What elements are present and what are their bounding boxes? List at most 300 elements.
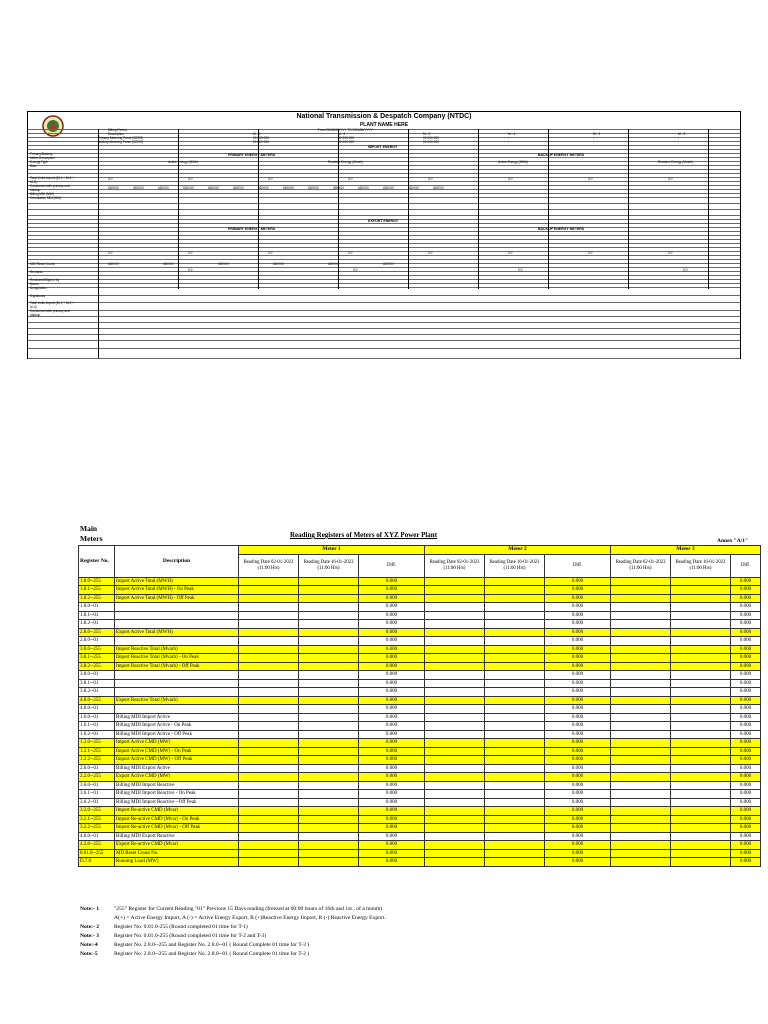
reading-end — [299, 773, 359, 782]
reading-start — [239, 739, 299, 748]
diff-value: 0.000 — [731, 722, 761, 731]
row-label: Meter Description — [30, 156, 55, 160]
reading-end — [671, 858, 731, 867]
reading-start — [611, 637, 671, 646]
register-no: 2.2.0--255 — [79, 773, 115, 782]
energy-type-active: Active Energy (MWh) — [168, 160, 199, 164]
panel-value: 00 000 000 — [253, 136, 269, 140]
reading-start — [611, 807, 671, 816]
reading-start — [425, 671, 485, 680]
reading-start — [611, 730, 671, 739]
table-row — [79, 781, 761, 790]
register-description: MD Reset Count No. — [115, 849, 239, 858]
grid-line — [28, 153, 740, 154]
diff-value: 0.000 — [731, 773, 761, 782]
grid-line — [28, 310, 740, 311]
reading-end — [485, 594, 545, 603]
register-no: 3.8.1--255 — [79, 654, 115, 663]
reading-end — [299, 756, 359, 765]
diff-value: 0.000 — [545, 705, 611, 714]
reading-start — [425, 620, 485, 629]
register-description: Running Load (MW) — [115, 858, 239, 867]
reading-start — [425, 688, 485, 697]
note-line — [80, 950, 386, 959]
grid-line — [28, 173, 740, 174]
diff-value: 0.000 — [731, 841, 761, 850]
diff-value: 0.000 — [545, 696, 611, 705]
row-label: MDI Reset Count — [30, 262, 55, 266]
diff-value: 0.000 — [359, 671, 425, 680]
reading-start — [611, 781, 671, 790]
diff-value: 0.000 — [545, 807, 611, 816]
reading-end — [299, 577, 359, 586]
table-row — [79, 807, 761, 816]
diff-value: 0.000 — [359, 620, 425, 629]
table-row — [79, 756, 761, 765]
table-row — [79, 611, 761, 620]
diff-value: 0.000 — [545, 858, 611, 867]
register-no: 1.8.1--255 — [79, 586, 115, 595]
diff-value: 0.000 — [731, 620, 761, 629]
reading-end — [299, 594, 359, 603]
reading-date-header: Reading Date 16-01-2023 (11:00 Hrs) — [485, 554, 545, 577]
reading-end — [485, 671, 545, 680]
diff-value: 0.000 — [359, 603, 425, 612]
register-no: 3.2.1--255 — [79, 815, 115, 824]
diff-value: 0.000 — [545, 824, 611, 833]
register-description — [115, 611, 239, 620]
diff-value: 0.000 — [545, 586, 611, 595]
zero-value: 0.0 — [518, 268, 523, 272]
diff-value: 0.000 — [359, 586, 425, 595]
diff-value: 0.000 — [731, 679, 761, 688]
grid-line — [28, 231, 740, 232]
row-label: Remarks — [30, 270, 43, 274]
reading-start — [239, 586, 299, 595]
note-label: Note:-5 — [80, 951, 98, 957]
table-row — [79, 645, 761, 654]
reading-start — [425, 781, 485, 790]
reading-end — [485, 722, 545, 731]
reading-start — [425, 773, 485, 782]
diff-value: 0.000 — [731, 781, 761, 790]
reading-end — [485, 790, 545, 799]
register-no: 4.8.0--255 — [79, 696, 115, 705]
grid-line — [28, 239, 740, 240]
table-row — [79, 815, 761, 824]
grid-line — [28, 348, 740, 349]
diff-value: 0.000 — [359, 849, 425, 858]
zero-value: 0.0 — [508, 177, 513, 181]
diff-value: 0.000 — [731, 705, 761, 714]
reading-start — [611, 747, 671, 756]
table-row — [79, 713, 761, 722]
diff-value: 0.000 — [731, 645, 761, 654]
diff-value: 0.000 — [545, 628, 611, 637]
reading-end — [671, 620, 731, 629]
zero-value: 0.0 — [348, 251, 353, 255]
reading-start — [239, 671, 299, 680]
note-line — [80, 923, 386, 932]
grid-line — [28, 227, 740, 228]
register-description: Billing MDI Import Active — [115, 713, 239, 722]
row-label: Total Units Import (M-1 + M-2 + M-3) — [30, 301, 75, 309]
reading-start — [611, 679, 671, 688]
diff-value: 0.000 — [359, 739, 425, 748]
register-no: 3.8.2--01 — [79, 688, 115, 697]
diff-value: 0.000 — [545, 756, 611, 765]
register-description: Export Re-active CMD (Mvar) — [115, 841, 239, 850]
reading-end — [485, 679, 545, 688]
reading-end — [671, 815, 731, 824]
reading-start — [239, 841, 299, 850]
div-error-value: #DIV/0! — [218, 262, 229, 266]
zero-value: 0.0 — [108, 177, 113, 181]
diff-value: 0.000 — [731, 815, 761, 824]
register-description — [115, 603, 239, 612]
diff-value: 0.000 — [545, 832, 611, 841]
reading-start — [611, 620, 671, 629]
grid-line — [28, 223, 740, 224]
grid-line — [28, 247, 740, 248]
diff-value: 0.000 — [359, 781, 425, 790]
reading-start — [425, 730, 485, 739]
diff-value: 0.000 — [545, 662, 611, 671]
meter-col-label: M - 2 — [593, 132, 601, 136]
sheet-title: National Transmission & Despatch Company (NTDC) — [296, 113, 472, 120]
diff-value: 0.000 — [359, 841, 425, 850]
table-row — [79, 705, 761, 714]
notes-section — [80, 905, 386, 959]
panel-value: 00 000 000 — [253, 140, 269, 144]
reading-end — [671, 654, 731, 663]
diff-value: 0.000 — [731, 730, 761, 739]
register-description: Import Active CMD (MW) - On Peak — [115, 747, 239, 756]
table-row — [79, 841, 761, 850]
reading-start — [611, 611, 671, 620]
note-label: Note:-4 — [80, 942, 98, 948]
reading-start — [425, 713, 485, 722]
diff-value: 0.000 — [545, 798, 611, 807]
register-no: 3.8.0--255 — [79, 645, 115, 654]
reading-end — [299, 807, 359, 816]
diff-value: 0.000 — [359, 858, 425, 867]
note-label: Note:- 3 — [80, 933, 100, 939]
reading-end — [671, 705, 731, 714]
reading-start — [239, 756, 299, 765]
zero-value: 0.0 — [683, 268, 688, 272]
reading-end — [485, 824, 545, 833]
grid-line — [28, 340, 740, 341]
reading-start — [239, 594, 299, 603]
reading-end — [671, 645, 731, 654]
diff-value: 0.000 — [545, 764, 611, 773]
grid-line — [28, 283, 740, 284]
register-description — [115, 620, 239, 629]
reading-end — [671, 807, 731, 816]
diff-value: 0.000 — [359, 696, 425, 705]
diff-value: 0.000 — [545, 815, 611, 824]
diff-value: 0.000 — [359, 577, 425, 586]
note-label: Note:- 1 — [80, 906, 100, 912]
reading-end — [299, 645, 359, 654]
reading-end — [671, 696, 731, 705]
div-error-value: #DIV/0! — [163, 262, 174, 266]
reading-start — [239, 713, 299, 722]
diff-value: 0.000 — [731, 747, 761, 756]
reading-start — [425, 611, 485, 620]
register-no: 1.6.2--01 — [79, 730, 115, 739]
reading-end — [485, 773, 545, 782]
reading-end — [299, 662, 359, 671]
diff-value: 0.000 — [359, 662, 425, 671]
table-row — [79, 654, 761, 663]
grid-divider — [408, 129, 409, 289]
row-label: Consumed with primary and backup — [30, 309, 70, 317]
reading-start — [611, 798, 671, 807]
reading-end — [485, 815, 545, 824]
reading-end — [671, 764, 731, 773]
table-row — [79, 586, 761, 595]
reading-end — [671, 747, 731, 756]
reading-start — [425, 747, 485, 756]
reading-start — [611, 764, 671, 773]
reading-end — [485, 858, 545, 867]
diff-value: 0.000 — [359, 722, 425, 731]
div-error-value: #DIV/0! — [408, 186, 419, 190]
register-description: Export Reactive Total (Mvarh) — [115, 696, 239, 705]
diff-value: 0.000 — [545, 603, 611, 612]
reading-date-header: Reading Date 02-01-2023 (11:00 Hrs) — [611, 554, 671, 577]
reading-end — [485, 603, 545, 612]
reading-end — [299, 620, 359, 629]
diff-value: 0.000 — [731, 849, 761, 858]
reading-end — [671, 798, 731, 807]
register-description: Billing MDI Import Reactive - On Peak — [115, 790, 239, 799]
reading-start — [425, 696, 485, 705]
reading-end — [299, 781, 359, 790]
register-description: Import Reactive Total (Mvarh) - Off Peak — [115, 662, 239, 671]
reading-start — [425, 679, 485, 688]
reading-end — [671, 679, 731, 688]
note-text: Register No. 2.8.0--255 and Register No. 2.8.0--01 ( Round Complete 01 time for T-2 ) — [114, 951, 310, 957]
main-meters-heading: Main Meters — [80, 524, 103, 543]
reading-end — [485, 798, 545, 807]
row-label: Signatures — [30, 294, 46, 298]
grid-line — [28, 255, 740, 256]
reading-end — [485, 739, 545, 748]
reading-end — [485, 849, 545, 858]
reading-start — [611, 645, 671, 654]
grid-line — [28, 169, 740, 170]
reading-start — [425, 662, 485, 671]
meter-col-label: M - 1 — [508, 132, 516, 136]
register-no: 1.8.2--01 — [79, 620, 115, 629]
diff-value: 0.000 — [359, 815, 425, 824]
reading-start — [611, 756, 671, 765]
diff-value: 0.000 — [545, 654, 611, 663]
div-error-value: #DIV/0! — [108, 262, 119, 266]
reading-end — [299, 696, 359, 705]
diff-value: 0.000 — [359, 611, 425, 620]
diff-value: 0.000 — [731, 628, 761, 637]
note-line — [80, 932, 386, 941]
reading-end — [485, 645, 545, 654]
reading-end — [485, 637, 545, 646]
panel-value: 00 000 000 — [423, 140, 439, 144]
register-no: 1.8.0--255 — [79, 577, 115, 586]
reading-start — [611, 628, 671, 637]
diff-value: 0.000 — [545, 781, 611, 790]
reading-start — [425, 586, 485, 595]
table-row — [79, 790, 761, 799]
div-error-value: #DIV/0! — [108, 186, 119, 190]
reading-start — [425, 628, 485, 637]
diff-value: 0.000 — [359, 807, 425, 816]
reading-start — [239, 790, 299, 799]
energy-type-reactive: Reactive Energy (Mvarh) — [328, 160, 364, 164]
table-row — [79, 832, 761, 841]
grid-line — [28, 129, 740, 130]
reading-end — [485, 730, 545, 739]
register-description — [115, 671, 239, 680]
grid-divider — [98, 129, 99, 358]
reading-start — [611, 841, 671, 850]
grid-line — [28, 197, 740, 198]
diff-value: 0.000 — [359, 679, 425, 688]
reading-end — [671, 662, 731, 671]
register-description: Billing MDI Export Reactive — [115, 832, 239, 841]
panel-value: 00 000 000 — [338, 136, 354, 140]
diff-value: 0.000 — [731, 756, 761, 765]
reading-end — [671, 730, 731, 739]
grid-divider — [708, 129, 709, 289]
reading-end — [485, 713, 545, 722]
grid-line — [28, 161, 740, 162]
zero-value: 0.0 — [588, 177, 593, 181]
reading-start — [611, 662, 671, 671]
reading-start — [425, 849, 485, 858]
div-error-value: #DIV/0! — [158, 186, 169, 190]
reading-start — [425, 841, 485, 850]
energy-type-reactive: Reactive Energy (Mvarh) — [658, 160, 694, 164]
grid-line — [28, 358, 740, 359]
register-description: Import Re-active CMD (Mvar) - On Peak — [115, 815, 239, 824]
grid-line — [28, 279, 740, 280]
grid-line — [28, 149, 740, 150]
reading-start — [239, 696, 299, 705]
diff-value: 0.000 — [731, 603, 761, 612]
diff-value: 0.000 — [359, 645, 425, 654]
reading-start — [611, 739, 671, 748]
reading-end — [485, 705, 545, 714]
register-no: 1.8.0--01 — [79, 603, 115, 612]
reading-start — [611, 696, 671, 705]
register-description: Import Active Total (MWH) - On Peak — [115, 586, 239, 595]
grid-divider — [178, 129, 179, 289]
reading-end — [671, 628, 731, 637]
register-description: Export Active CMD (MW) — [115, 773, 239, 782]
register-description — [115, 688, 239, 697]
grid-line — [28, 322, 740, 323]
table-row — [79, 849, 761, 858]
zero-value: 0.0 — [588, 251, 593, 255]
reading-end — [299, 747, 359, 756]
div-error-value: #DIV/0! — [433, 186, 444, 190]
grid-line — [28, 334, 740, 335]
reading-registers-table — [78, 545, 761, 867]
reading-start — [239, 645, 299, 654]
grid-line — [28, 295, 740, 296]
reading-end — [485, 577, 545, 586]
diff-value: 0.000 — [545, 747, 611, 756]
zero-value: 0.0 — [668, 251, 673, 255]
reading-end — [299, 586, 359, 595]
diff-value: 0.000 — [545, 713, 611, 722]
reading-end — [299, 790, 359, 799]
table-row — [79, 824, 761, 833]
reading-start — [239, 722, 299, 731]
note-line — [80, 941, 386, 950]
register-no: 1.6.0--01 — [79, 713, 115, 722]
panel-label: Backup Metering Panel (CERS) — [98, 140, 143, 144]
reading-start — [425, 764, 485, 773]
diff-value: 0.000 — [731, 790, 761, 799]
reading-end — [485, 764, 545, 773]
reading-end — [671, 739, 731, 748]
reading-start — [611, 586, 671, 595]
reading-end — [485, 841, 545, 850]
table-row — [79, 696, 761, 705]
reading-end — [299, 637, 359, 646]
panel-value: - — [508, 136, 510, 140]
panel-value: 00 000 000 — [423, 136, 439, 140]
reading-end — [299, 611, 359, 620]
register-description — [115, 705, 239, 714]
col-register: Register No. — [79, 546, 115, 578]
table-row — [79, 747, 761, 756]
row-label: Date — [30, 164, 37, 168]
register-no: D.7.0 — [79, 858, 115, 867]
diff-value: 0.000 — [545, 739, 611, 748]
register-no: 3.2.0--255 — [79, 807, 115, 816]
note-label: Note:- 2 — [80, 924, 100, 930]
reading-start — [239, 688, 299, 697]
panel-value: 00 000 000 — [338, 140, 354, 144]
diff-value: 0.000 — [731, 739, 761, 748]
reading-end — [299, 824, 359, 833]
diff-value: 0.000 — [545, 790, 611, 799]
diff-header: Diff. — [359, 554, 425, 577]
meter-3-header: Meter 3 — [611, 546, 761, 555]
zero-value: 0.0 — [668, 177, 673, 181]
reading-start — [425, 705, 485, 714]
row-label: Total Units Import (M-1 + M-2 + M-3) — [30, 176, 75, 184]
diff-header: Diff. — [731, 554, 761, 577]
diff-value: 0.000 — [731, 764, 761, 773]
reading-start — [239, 705, 299, 714]
reading-end — [299, 815, 359, 824]
register-no: 1.8.1--01 — [79, 611, 115, 620]
meter-col-label: M - 3 — [423, 132, 431, 136]
register-no: 4.2.0--255 — [79, 841, 115, 850]
panel-value: - — [508, 140, 510, 144]
zero-value: 0.0 — [108, 251, 113, 255]
panel-value: - — [678, 140, 680, 144]
table-row — [79, 858, 761, 867]
zero-value: 0.0 — [508, 251, 513, 255]
row-label: Cumulative MDI (MW) — [30, 196, 62, 200]
